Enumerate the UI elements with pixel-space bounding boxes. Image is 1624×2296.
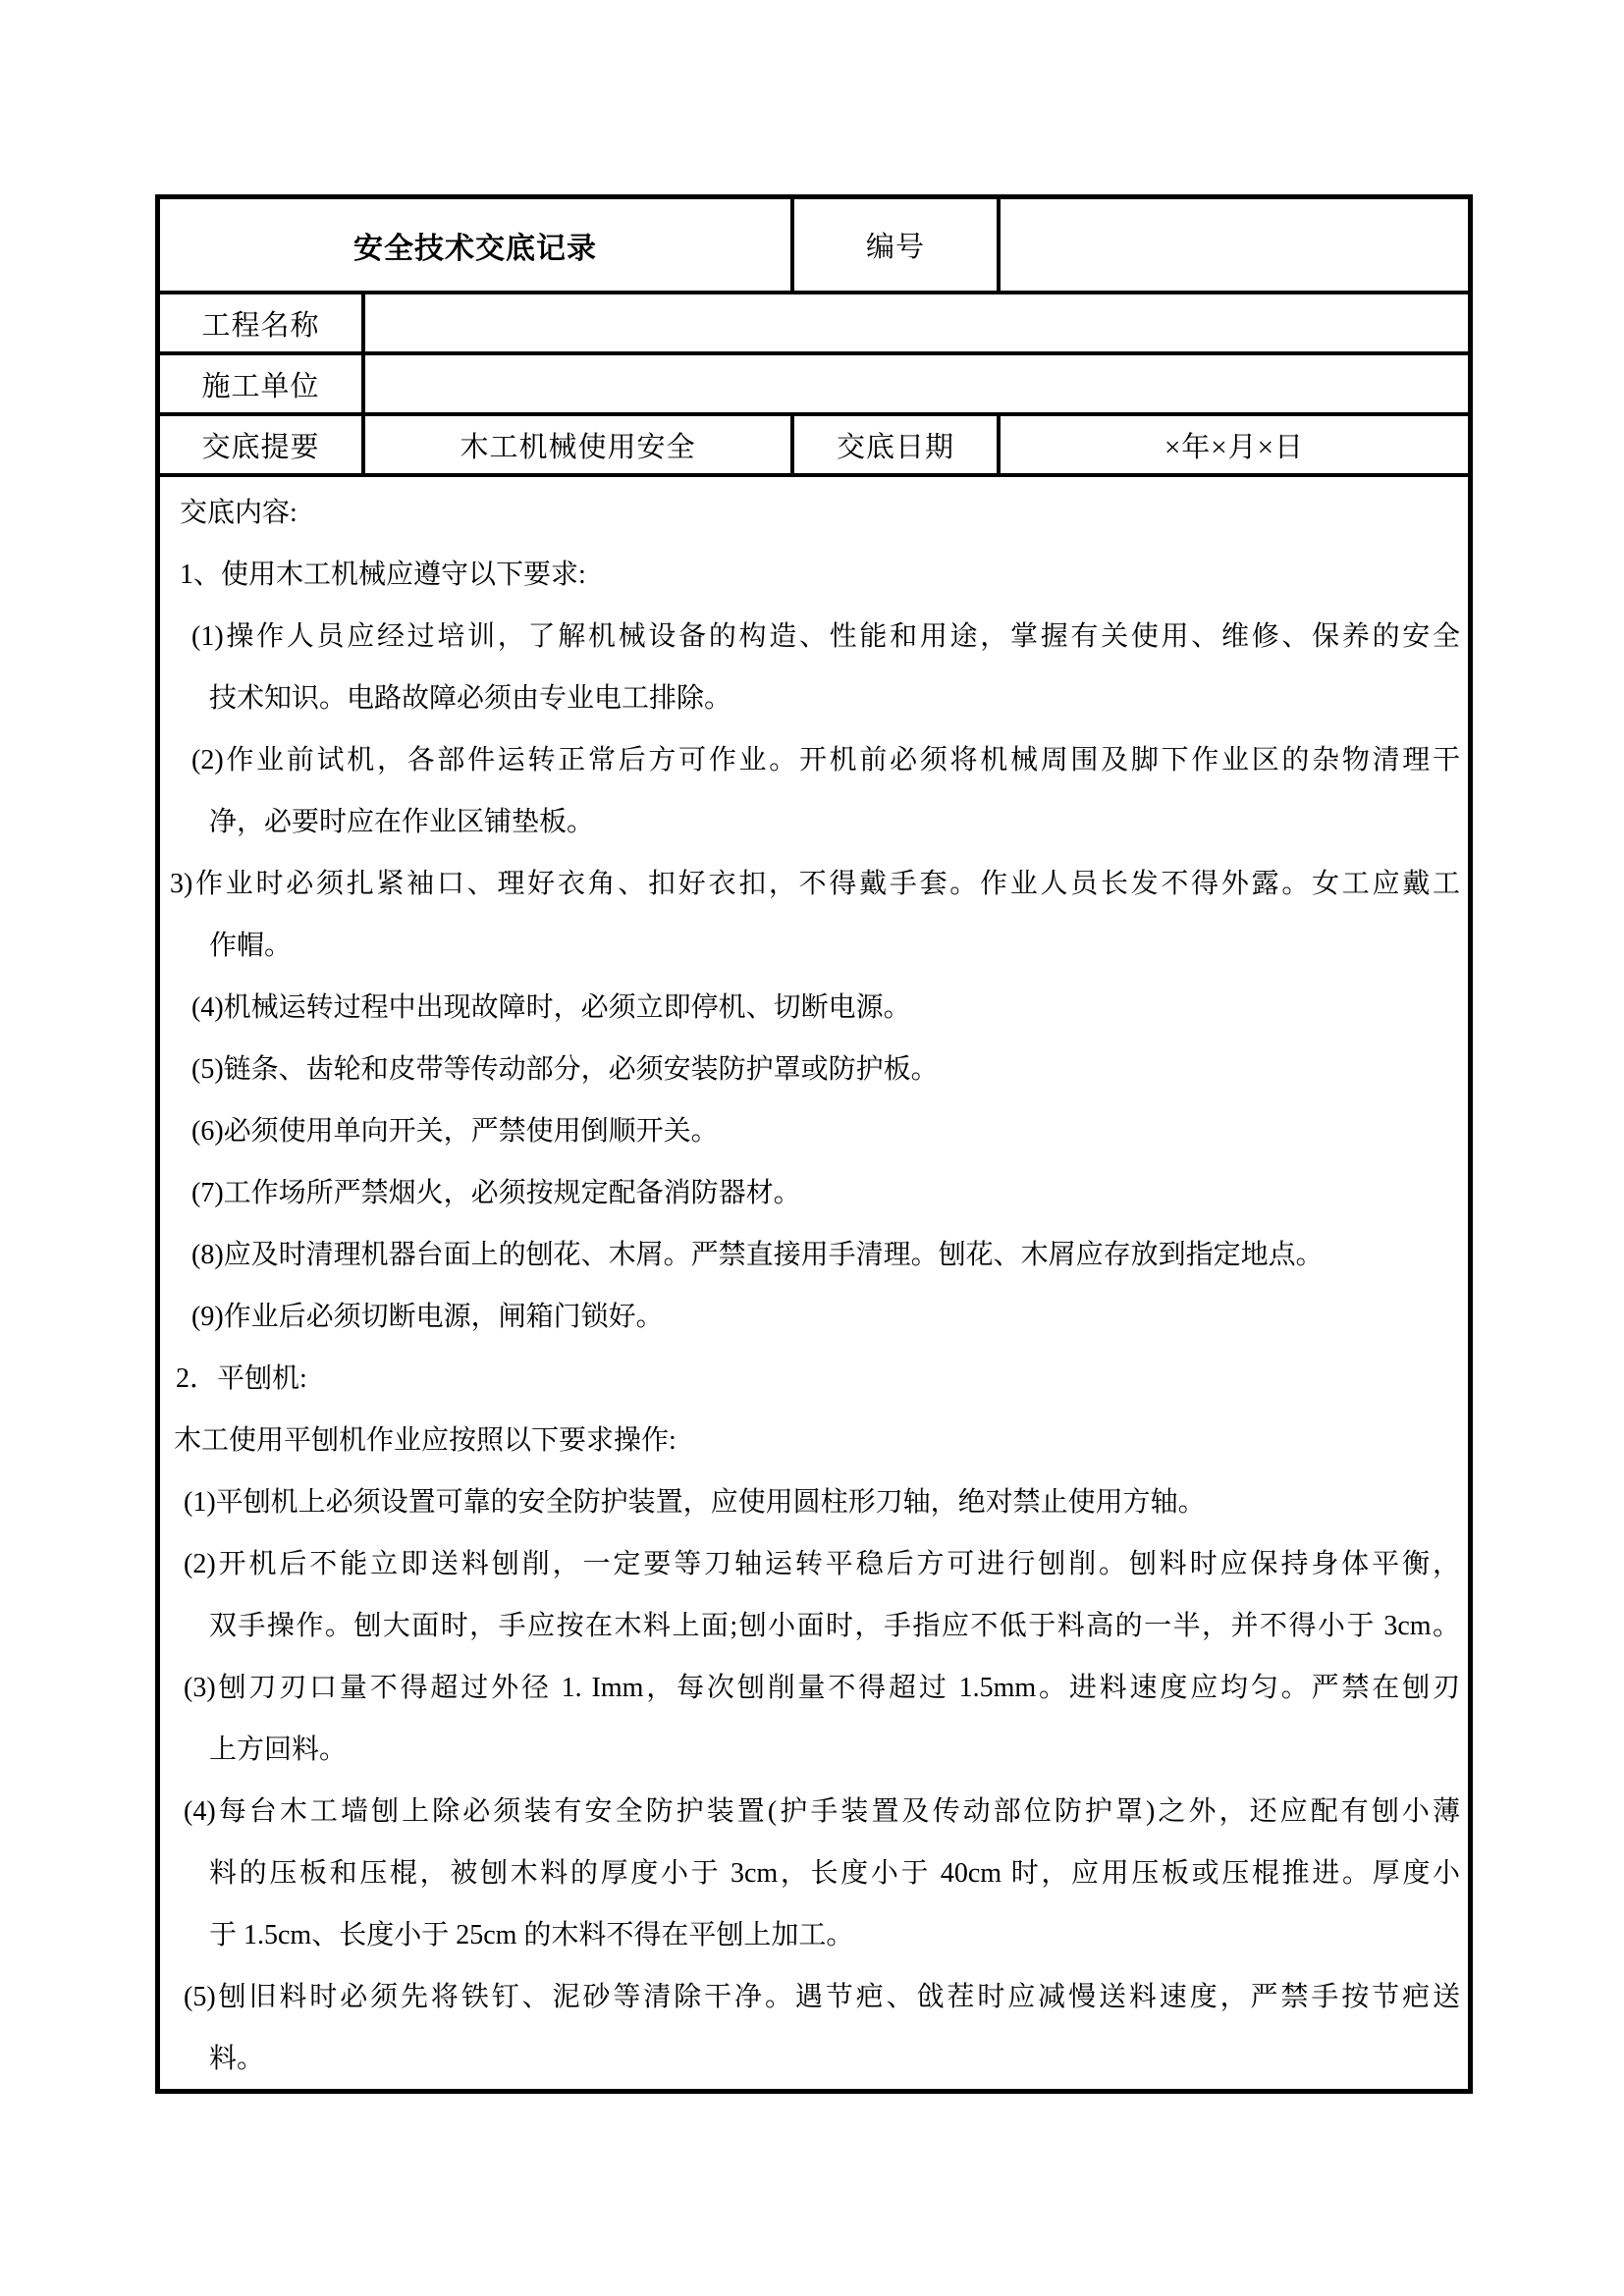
content-line: (8)应及时清理机器台面上的刨花、木屑。严禁直接用手清理。刨花、木屑应存放到指定地点。 xyxy=(191,1240,1324,1270)
content-line: 1、使用木工机械应遵守以下要求: xyxy=(180,560,586,590)
content-line: (5)链条、齿轮和皮带等传动部分，必须安装防护罩或防护板。 xyxy=(191,1054,939,1085)
content-line: 料。 xyxy=(209,2044,265,2074)
content-line: 于 1.5cm、长度小于 25cm 的木料不得在平刨上加工。 xyxy=(209,1920,854,1950)
content-line: (7)工作场所严禁烟火，必须按规定配备消防器材。 xyxy=(191,1178,801,1208)
construction-unit-value-cell xyxy=(361,355,1468,412)
content-line: (3)刨刀刃口量不得超过外径 1. Imm，每次刨削量不得超过 1.5mm。进料速度应均匀。严禁在刨刃 xyxy=(184,1673,1460,1703)
date-value: ×年×月×日 xyxy=(1164,431,1305,463)
disclosure-record-table xyxy=(155,194,1473,2094)
content-line: 2．平刨机: xyxy=(176,1363,307,1394)
content-line: (4)每台木工墙刨上除必须装有安全防护装置(护手装置及传动部位防护罩)之外，还应配有刨小薄 xyxy=(184,1796,1460,1827)
construction-unit-label-cell xyxy=(160,355,361,412)
content-line: (1)平刨机上必须设置可靠的安全防护装置，应使用圆柱形刀轴，绝对禁止使用方轴。 xyxy=(184,1487,1206,1518)
project-name-row xyxy=(160,291,1468,351)
date-label-cell xyxy=(790,416,997,473)
content-line: 料的压板和压棍，被刨木料的厚度小于 3cm，长度小于 40cm 时，应用压板或压棍推进。厚度小 xyxy=(209,1858,1460,1889)
content-line: 净，必要时应在作业区铺垫板。 xyxy=(209,807,595,837)
number-label: 编号 xyxy=(865,232,925,263)
construction-unit-row xyxy=(160,351,1468,412)
content-line: (9)作业后必须切断电源，闸箱门锁好。 xyxy=(191,1302,664,1332)
summary-value: 木工机械使用安全 xyxy=(460,431,696,463)
content-line: 作帽。 xyxy=(209,931,293,961)
number-label-cell xyxy=(790,199,997,291)
document-title: 安全技术交底记录 xyxy=(353,232,597,265)
content-line: (2)开机后不能立即送料刨削，一定要等刀轴运转平稳后方可进行刨削。刨料时应保持身体平衡， xyxy=(184,1549,1460,1579)
title-row xyxy=(160,199,1468,291)
content-line: 3)作业时必须扎紧袖口、理好衣角、扣好衣扣，不得戴手套。作业人员长发不得外露。女工应戴工 xyxy=(170,869,1460,899)
date-value-cell xyxy=(997,416,1468,473)
content-line: (6)必须使用单向开关，严禁使用倒顺开关。 xyxy=(191,1116,719,1147)
summary-label: 交底提要 xyxy=(201,431,320,463)
content-line: 技术知识。电路故障必须由专业电工排除。 xyxy=(209,683,732,714)
title-cell xyxy=(160,199,790,291)
project-name-label-cell xyxy=(160,294,361,351)
summary-value-cell xyxy=(361,416,790,473)
content-row xyxy=(160,473,1468,2089)
content-line: (1)操作人员应经过培训，了解机械设备的构造、性能和用途，掌握有关使用、维修、保养的安全 xyxy=(191,621,1460,652)
content-line: (4)机械运转过程中出现故障时，必须立即停机、切断电源。 xyxy=(191,992,911,1023)
content-line: (2)作业前试机，各部件运转正常后方可作业。开机前必须将机械周围及脚下作业区的杂物清理干 xyxy=(191,745,1460,775)
summary-row xyxy=(160,412,1468,473)
summary-label-cell xyxy=(160,416,361,473)
number-value-cell xyxy=(997,199,1468,291)
project-name-label: 工程名称 xyxy=(201,309,320,342)
content-line: 木工使用平刨机作业应按照以下要求操作: xyxy=(174,1425,677,1456)
content-line: 上方回料。 xyxy=(209,1735,348,1765)
content-line: 交底内容: xyxy=(180,498,298,528)
content-line: (5)刨旧料时必须先将铁钉、泥砂等清除干净。遇节疤、戗茬时应减慢送料速度，严禁手按节疤送 xyxy=(184,1982,1460,2012)
content-line: 双手操作。刨大面时，手应按在木料上面;刨小面时，手指应不低于料高的一半，并不得小于 3cm。 xyxy=(209,1611,1460,1641)
date-label: 交底日期 xyxy=(836,431,954,463)
project-name-value-cell xyxy=(361,294,1468,351)
construction-unit-label: 施工单位 xyxy=(201,370,320,402)
content-area xyxy=(160,477,1468,2089)
